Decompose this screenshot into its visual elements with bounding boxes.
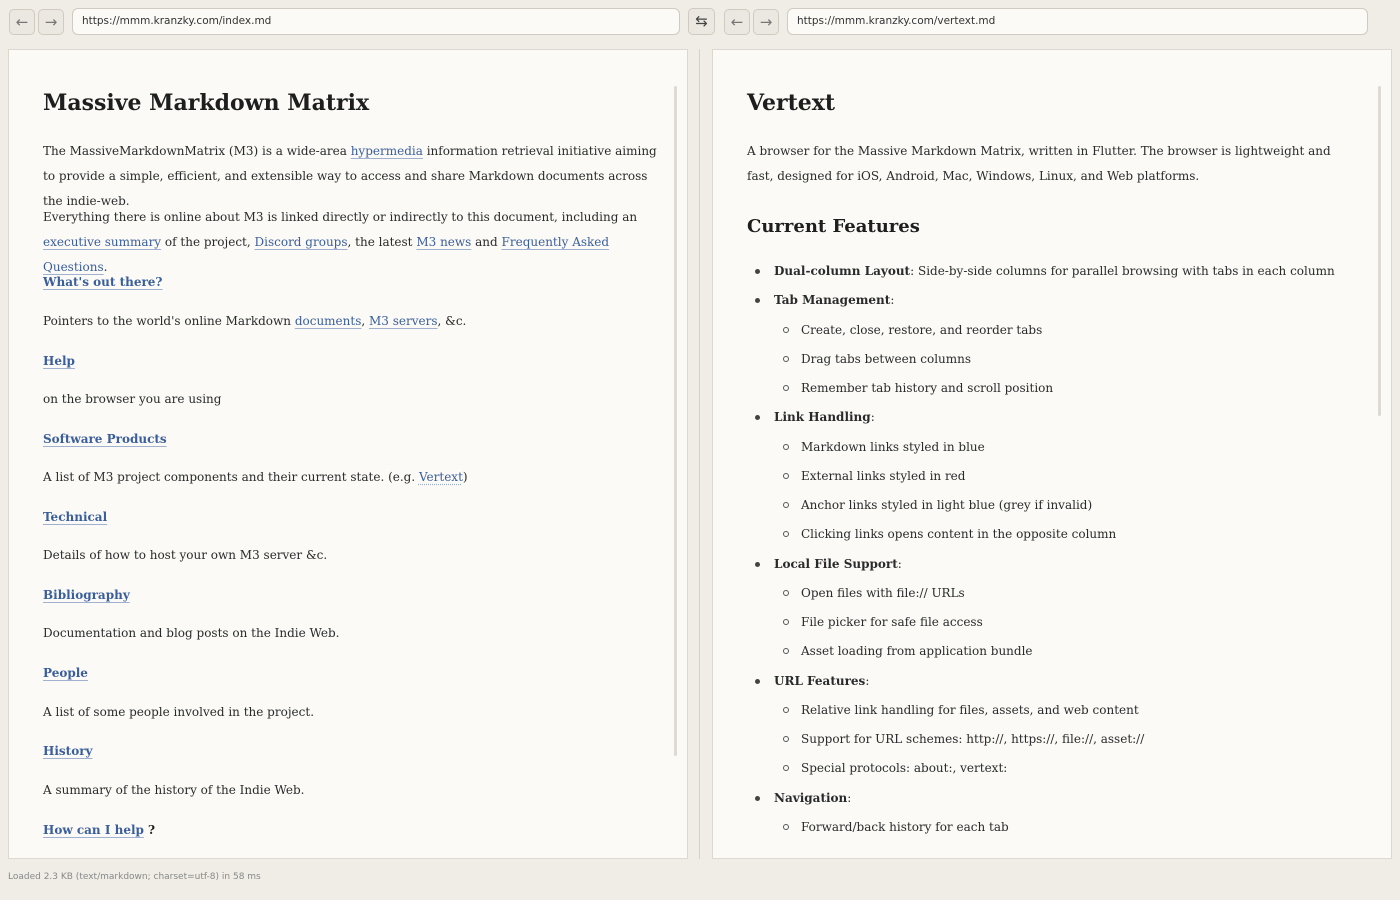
arrow-right-icon: → (44, 13, 58, 31)
left-forward-button[interactable] (38, 9, 64, 35)
overview-paragraph: Everything there is online about M3 is linked directly or indirectly to this document, including an executive summary of the project, Discord groups, the latest M3 news and Frequently Asked Questions. (43, 210, 638, 274)
features-heading: Current Features (747, 216, 920, 237)
link-history[interactable]: History (43, 744, 93, 758)
left-document-pane[interactable] (8, 49, 688, 859)
whats-out-text: Pointers to the world's online Markdown documents, M3 servers, &c. (43, 314, 467, 328)
link-bibliography[interactable]: Bibliography (43, 588, 130, 602)
left-scrollbar[interactable] (674, 86, 677, 756)
link-m3-servers[interactable]: M3 servers (369, 314, 438, 328)
software-text: A list of M3 project components and their current state. (e.g. Vertext) (43, 470, 468, 484)
link-documents[interactable]: documents (294, 314, 362, 328)
link-technical[interactable]: Technical (43, 510, 108, 524)
left-url-input[interactable]: https://mmm.kranzky.com/index.md (72, 8, 680, 35)
list-item: Clicking links opens content in the opposite column (801, 527, 1116, 541)
list-item: File picker for safe file access (801, 615, 983, 629)
list-item: Asset loading from application bundle (801, 644, 1033, 658)
list-item: Remember tab history and scroll position (801, 381, 1053, 395)
swap-columns-button[interactable] (688, 8, 715, 35)
link-whats-out-there[interactable]: What's out there? (43, 275, 163, 289)
list-item: Tab Management: (774, 293, 894, 307)
list-item: External links styled in red (801, 469, 965, 483)
how-can-i-help-row: How can I help ? (43, 823, 155, 837)
list-item: Special protocols: about:, vertext: (801, 761, 1007, 775)
link-vertext[interactable]: Vertext (418, 470, 463, 484)
left-back-button[interactable] (9, 9, 35, 35)
toolbar (0, 0, 1400, 44)
list-item: Markdown links styled in blue (801, 440, 985, 454)
column-divider[interactable] (699, 49, 700, 859)
list-item: Create, close, restore, and reorder tabs (801, 323, 1042, 337)
list-item: Navigation: (774, 791, 851, 805)
page-title: Massive Markdown Matrix (43, 90, 370, 116)
page-title: Vertext (747, 90, 836, 116)
intro-paragraph: The MassiveMarkdownMatrix (M3) is a wide-area hypermedia information retrieval initiative aiming to provide a simple, efficient, and extensible way to access and share Markdown documents across the indie-web. (43, 144, 657, 208)
list-item: Open files with file:// URLs (801, 586, 965, 600)
status-bar: Loaded 2.3 KB (text/markdown; charset=utf-8) in 58 ms (8, 872, 261, 882)
list-item: Anchor links styled in light blue (grey if invalid) (801, 498, 1092, 512)
right-scrollbar[interactable] (1378, 86, 1381, 416)
link-discord-groups[interactable]: Discord groups (254, 235, 348, 249)
list-item: Local File Support: (774, 557, 902, 571)
link-help[interactable]: Help (43, 354, 75, 368)
swap-horizontal-icon: ⇆ (695, 12, 708, 30)
bibliography-text: Documentation and blog posts on the Indie Web. (43, 626, 340, 640)
intro-paragraph: A browser for the Massive Markdown Matrix, written in Flutter. The browser is lightweight and fast, designed for iOS, Android, Mac, Windows, Linux, and Web platforms. (747, 144, 1331, 183)
people-text: A list of some people involved in the project. (43, 705, 315, 719)
help-text: on the browser you are using (43, 392, 222, 406)
right-url-input[interactable]: https://mmm.kranzky.com/vertext.md (787, 8, 1368, 35)
arrow-left-icon: ← (15, 13, 29, 31)
link-how-can-i-help[interactable]: How can I help (43, 823, 144, 837)
list-item: Drag tabs between columns (801, 352, 971, 366)
link-people[interactable]: People (43, 666, 88, 680)
link-executive-summary[interactable]: executive summary (43, 235, 162, 249)
arrow-right-icon: → (759, 13, 773, 31)
history-text: A summary of the history of the Indie Web. (43, 783, 305, 797)
arrow-left-icon: ← (730, 13, 744, 31)
link-m3-news[interactable]: M3 news (416, 235, 472, 249)
right-forward-button[interactable] (753, 9, 779, 35)
list-item: Dual-column Layout: Side-by-side columns for parallel browsing with tabs in each column (774, 264, 1335, 278)
right-document-pane[interactable] (712, 49, 1392, 859)
list-item: Link Handling: (774, 410, 875, 424)
link-hypermedia[interactable]: hypermedia (350, 144, 423, 158)
technical-text: Details of how to host your own M3 server &c. (43, 548, 328, 562)
list-item: URL Features: (774, 674, 869, 688)
list-item: Relative link handling for files, assets, and web content (801, 703, 1139, 717)
right-back-button[interactable] (724, 9, 750, 35)
link-software-products[interactable]: Software Products (43, 432, 167, 446)
link-faq[interactable]: Frequently Asked Questions (43, 235, 610, 274)
list-item: Forward/back history for each tab (801, 820, 1009, 834)
list-item: Support for URL schemes: http://, https://, file://, asset:// (801, 732, 1144, 746)
